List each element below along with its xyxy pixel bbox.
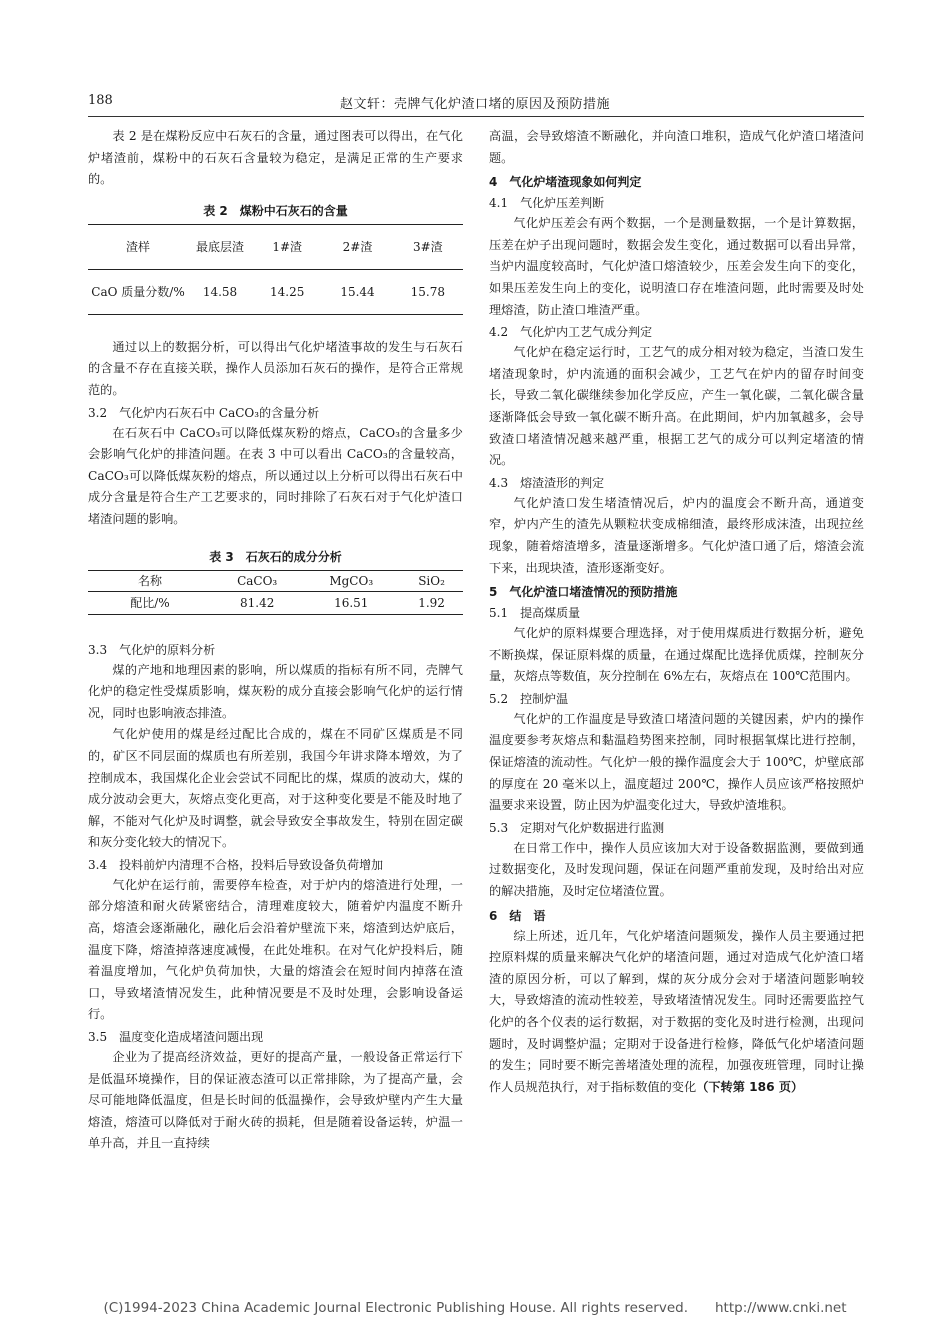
- running-title: 赵文轩：壳牌气化炉渣口堵的原因及预防措施: [339, 97, 610, 112]
- section-heading: 4 气化炉堵渣现象如何判定: [489, 175, 642, 190]
- paragraph: 气化炉渣口发生堵渣情况后，炉内的温度会不断升高，通道变窄，炉内产生的渣先从颗粒状变成棉细渣，最终形成沫渣，出现拉丝现象，随着熔渣增多，渣量逐渐增多。气化炉渣口通了后，熔渣会流下来，出现块渣，渣形逐渐变好。: [489, 495, 864, 575]
- table-row-label: CaO 质量分数/%: [88, 269, 188, 314]
- paragraph: 气化炉压差会有两个数据，一个是测量数据，一个是计算数据，压差在炉子出现问题时，数据会发生变化，通过数据可以看出异常，当炉内温度较高时，气化炉渣口熔渣较少，压差会发生向下的变化，如果压差发生向上的变化，说明渣口存在堆渣问题，此时需要及时处理熔渣，防止渣口堆渣严重。: [489, 216, 864, 317]
- section-heading: 5.2 控制炉温: [489, 691, 569, 706]
- table-row-label: 配比/%: [88, 591, 212, 614]
- table-cell: 15.44: [322, 269, 392, 314]
- table-header-row: [88, 224, 463, 269]
- paragraph: 高温，会导致熔渣不断融化，并向渣口堆积，造成气化炉渣口堵渣问题。: [489, 129, 864, 165]
- table-3-title: 表 3 石灰石的成分分析: [209, 549, 342, 564]
- paragraph: 煤的产地和地理因素的影响，所以煤质的指标有所不同，壳牌气化炉的稳定性受煤质影响，煤灰粉的成分直接会影响气化炉的运行情况，同时也影响液态排渣。: [88, 662, 463, 720]
- section-heading: 3.3 气化炉的原料分析: [88, 642, 216, 657]
- table-header-cell: 渣样: [88, 224, 188, 269]
- table-3: [88, 570, 463, 615]
- table-2-title: 表 2 煤粉中石灰石的含量: [203, 203, 348, 218]
- table-header-cell: 最底层渣: [188, 224, 252, 269]
- table-cell: 14.25: [252, 269, 322, 314]
- paragraph: 通过以上的数据分析，可以得出气化炉堵渣事故的发生与石灰石的含量不存在直接关联，操作人员添加石灰石的操作，是符合正常规范的。: [88, 339, 463, 397]
- paragraph: 在石灰石中 CaCO₃可以降低煤灰粉的熔点，CaCO₃的含量多少会影响气化炉的排渣问题。在表 3 中可以看出 CaCO₃的含量较高，CaCO₃可以降低煤灰粉的熔点，所以通过以上分析可以得出石灰石中成分含量是符合生产工艺要求的，同时排除了石灰石对于气化炉渣口堵渣问题的影响。: [88, 425, 463, 526]
- left-column: [88, 126, 463, 1155]
- paragraph: 气化炉使用的煤是经过配比合成的，煤在不同矿区煤质是不同的，矿区不同层面的煤质也有所差别，我国今年讲求降本增效，为了控制成本，我国煤化企业会尝试不同配比的煤，煤质的波动大，煤的成分波动会更大，灰熔点变化更高，对于这种变化要是不能及时地了解，不能对气化炉及时调整，就会导致安全事故发生，特别在固定碳和灰分变化较大的情况下。: [88, 727, 463, 850]
- table-cell: 15.78: [393, 269, 463, 314]
- table-cell: 1.92: [400, 591, 463, 614]
- table-cell: 81.42: [212, 591, 302, 614]
- table-header-cell: CaCO₃: [212, 570, 302, 591]
- page-number: 188: [88, 93, 113, 108]
- paragraph: [489, 926, 864, 1099]
- section-heading: 3.5 温度变化造成堵渣问题出现: [88, 1030, 264, 1045]
- section-heading: 4.2 气化炉内工艺气成分判定: [489, 325, 653, 340]
- table-header-cell: SiO₂: [400, 570, 463, 591]
- paragraph: 气化炉的原料煤要合理选择，对于使用煤质进行数据分析，避免不断换煤，保证原料煤的质量，在通过煤配比选择优质煤，控制灰分量，灰熔点等数值，灰分控制在 6%左右，灰熔点在 100℃范围内。: [489, 626, 864, 684]
- paragraph: 企业为了提高经济效益，更好的提高产量，一般设备正常运行下是低温环境操作，目的保证液态渣可以正常排除，为了提高产量，会尽可能地降低温度，但是长时间的低温操作，会导致炉壁内产生大量熔渣，熔渣可以降低对于耐火砖的损耗，但是随着设备运转，炉温一单升高，并且一直持续: [88, 1050, 463, 1151]
- section-heading: 3.2 气化炉内石灰石中 CaCO₃的含量分析: [88, 405, 320, 420]
- table-cell: 16.51: [302, 591, 400, 614]
- section-heading: 4.1 气化炉压差判断: [489, 196, 605, 211]
- section-heading: 4.3 熔渣渣形的判定: [489, 475, 605, 490]
- table-header-cell: 3#渣: [393, 224, 463, 269]
- paragraph: 表 2 是在煤粉反应中石灰石的含量，通过图表可以得出，在气化炉堵渣前，煤粉中的石灰石含量较为稳定，是满足正常的生产要求的。: [88, 129, 463, 187]
- section-heading: 5 气化炉渣口堵渣情况的预防措施: [489, 585, 678, 600]
- paragraph: 气化炉在稳定运行时，工艺气的成分相对较为稳定，当渣口发生堵渣现象时，炉内流通的面积会减少，工艺气在炉内的留存时间变长，导致二氧化碳继续参加化学反应，产生一氧化碳，二氧化碳含量逐渐降低会导致一氧化碳不断升高。在此期间，炉内加氧越多，会导致渣口堵渣情况越来越严重，根据工艺气的成分可以判定堵渣的情况。: [489, 345, 864, 468]
- header-divider: [88, 116, 864, 117]
- table-header-row: [88, 570, 463, 591]
- table-2: [88, 224, 463, 315]
- table-header-cell: MgCO₃: [302, 570, 400, 591]
- table-header-cell: 名称: [88, 570, 212, 591]
- section-heading: 6 结 语: [489, 908, 546, 923]
- continued-note: （下转第 186 页）: [696, 1079, 804, 1094]
- copyright-footer: (C)1994-2023 China Academic Journal Electronic Publishing House. All rights reserved. http://www.cnki.net: [103, 1300, 847, 1316]
- section-heading: 3.4 投料前炉内清理不合格，投料后导致设备负荷增加: [88, 857, 384, 872]
- paragraph-text: 综上所述，近几年，气化炉堵渣问题频发，操作人员主要通过把控原料煤的质量来解决气化炉的堵渣问题，通过对造成气化炉渣口堵渣的原因分析，可以了解到，煤的灰分成分会对于堵渣问题影响较大，导致熔渣的流动性较差，导致堵渣情况发生。同时还需要监控气化炉的各个仪表的运行数据，对于数据的变化及时进行检测，出现问题时，及时调整炉温；定期对于设备进行检修，降低气化炉堵渣问题的发生；同时要不断完善堵渣处理的流程，加强夜班管理，同时让操作人员规范执行，对于指标数值的变化: [489, 928, 864, 1094]
- right-column: [489, 126, 864, 1098]
- paragraph: 气化炉在运行前，需要停车检查，对于炉内的熔渣进行处理，一部分熔渣和耐火砖紧密结合，清理难度较大，随着炉内温度不断升高，熔渣会逐渐融化，融化后会沿着炉壁流下来，熔渣到达炉底后，温度下降，熔渣掉落速度减慢，在此处堆积。在对气化炉投料后，随着温度增加，气化炉负荷加快，大量的熔渣会在短时间内掉落在渣口，导致堵渣情况发生，此种情况要是不及时处理，会影响设备运行。: [88, 877, 463, 1022]
- section-heading: 5.3 定期对气化炉数据进行监测: [489, 820, 665, 835]
- table-header-cell: 2#渣: [322, 224, 392, 269]
- paragraph: 气化炉的工作温度是导致渣口堵渣问题的关键因素，炉内的操作温度要参考灰熔点和黏温趋势图来控制，同时根据氧煤比进行控制，保证熔渣的流动性。气化炉一般的操作温度会大于 100℃，炉壁底部的厚度在 20 毫米以上，温度超过 200℃，操作人员应该严格按照炉温要求来设置，防止因为炉温变化过大，导致炉渣堆积。: [489, 711, 864, 813]
- table-header-cell: 1#渣: [252, 224, 322, 269]
- table-row: [88, 269, 463, 314]
- table-cell: 14.58: [188, 269, 252, 314]
- paragraph: 在日常工作中，操作人员应该加大对于设备数据监测，要做到通过数据变化，及时发现问题，保证在问题严重前发现，及时给出对应的解决措施，及时定位堵渣位置。: [489, 840, 864, 899]
- section-heading: 5.1 提高煤质量: [489, 606, 581, 621]
- table-row: [88, 591, 463, 614]
